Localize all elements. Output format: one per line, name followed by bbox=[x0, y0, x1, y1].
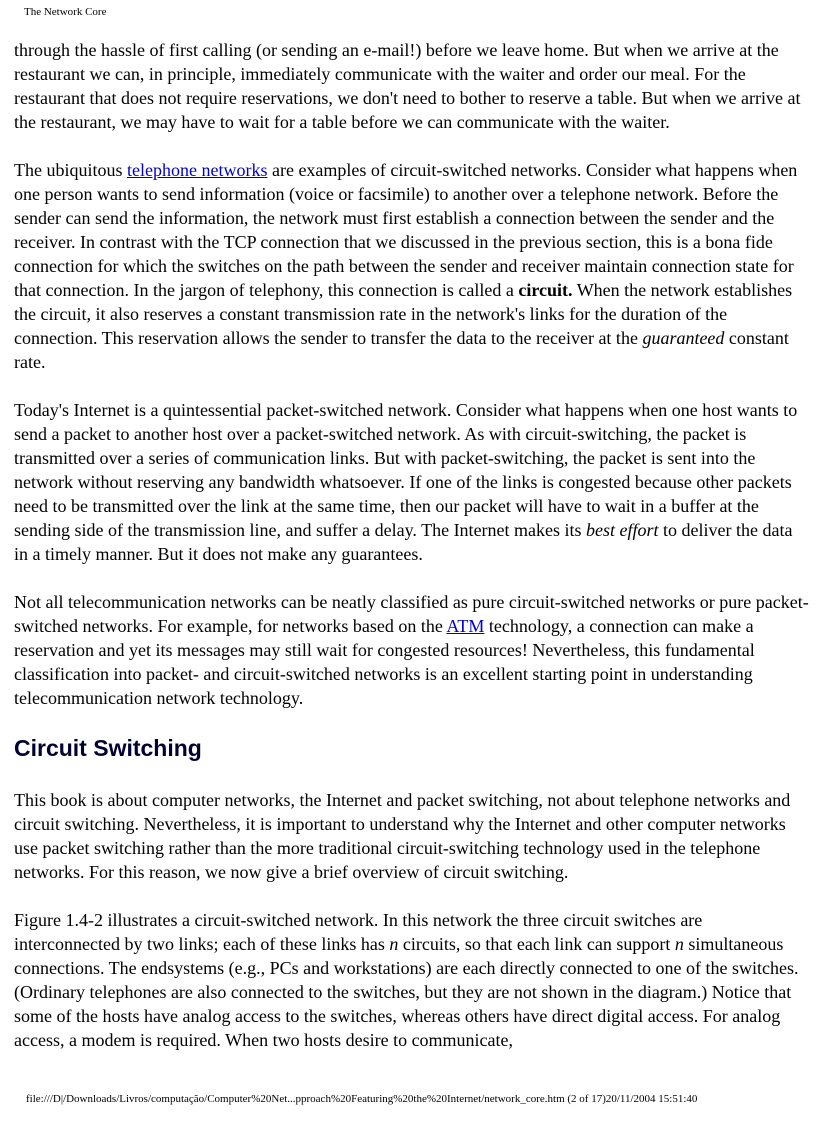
term-circuit: circuit. bbox=[518, 280, 573, 300]
paragraph-classification: Not all telecommunication networks can be neatly classified as pure circuit-switched networks or pure packet-switched networks. For example, for networks based on the ATM technology, a connection can make a reservation and yet its messages may still wait for congested resources! Nevertheless, this fundamental classification into packet- and circuit-switched networks is an excellent starting point in understanding telecommunication network technology. bbox=[14, 592, 809, 708]
paragraph-restaurant-analogy: through the hassle of first calling (or sending an e-mail!) before we leave home. But when we arrive at the restaurant we can, in principle, immediately communicate with the waiter and order our meal. For the restaurant that does not require reservations, we don't need to bother to reserve a table. But when we arrive at the restaurant, we may have to wait for a table before we can communicate with the waiter. bbox=[14, 40, 801, 132]
paragraph-telephone-networks: The ubiquitous telephone networks are examples of circuit-switched networks. Consider what happens when one person wants to send information (voice or facsimile) to another over a telephone network. Before the sender can send the information, the network must first establish a connection between the sender and the receiver. In contrast with the TCP connection that we discussed in the previous section, this is a bona fide connection for which the switches on the path between the sender and receiver maintain connection state for that connection. In the jargon of telephony, this connection is called a circuit. When the network establishes the circuit, it also reserves a constant transmission rate in the network's links for the duration of the connection. This reservation allows the sender to transfer the data to the receiver at the guaranteed constant rate. bbox=[14, 160, 798, 372]
page-footer-path: file:///D|/Downloads/Livros/computação/Computer%20Net...pproach%20Featuring%20the%20Internet/network_core.htm (2 of 17)20/11/2004 15:51:40 bbox=[26, 1093, 698, 1105]
section-heading-circuit-switching: Circuit Switching bbox=[14, 735, 202, 761]
document-body bbox=[14, 38, 810, 1076]
paragraph-figure-description: Figure 1.4-2 illustrates a circuit-switched network. In this network the three circuit switches are interconnected by two links; each of these links has n circuits, so that each link can support n simultaneous connections. The endsystems (e.g., PCs and workstations) are each directly connected to one of the switches. (Ordinary telephones are also connected to the switches, but they are not shown in the diagram.) Notice that some of the hosts have analog access to the switches, whereas others have direct digital access. For analog access, a modem is required. When two hosts desire to communicate, bbox=[14, 910, 799, 1050]
emphasis-guaranteed: guaranteed bbox=[642, 328, 725, 348]
paragraph-packet-switched: Today's Internet is a quintessential packet-switched network. Consider what happens when one host wants to send a packet to another host over a packet-switched network. As with circuit-switching, the packet is transmitted over a series of communication links. But with packet-switching, the packet is sent into the network without reserving any bandwidth whatsoever. If one of the links is congested because other packets need to be transmitted over the link at the same time, then our packet will have to wait in a buffer at the sending side of the transmission line, and suffer a delay. The Internet makes its best effort to deliver the data in a timely manner. But it does not make any guarantees. bbox=[14, 400, 798, 564]
page-header-title: The Network Core bbox=[24, 6, 107, 18]
paragraph-book-scope: This book is about computer networks, the Internet and packet switching, not about telephone networks and circuit switching. Nevertheless, it is important to understand why the Internet and other computer networks use packet switching rather than the more traditional circuit-switching technology used in the telephone networks. For this reason, we now give a brief overview of circuit switching. bbox=[14, 790, 791, 882]
telephone-networks-link[interactable]: telephone networks bbox=[127, 160, 268, 180]
atm-link[interactable]: ATM bbox=[446, 616, 485, 636]
emphasis-best-effort: best effort bbox=[586, 520, 659, 540]
